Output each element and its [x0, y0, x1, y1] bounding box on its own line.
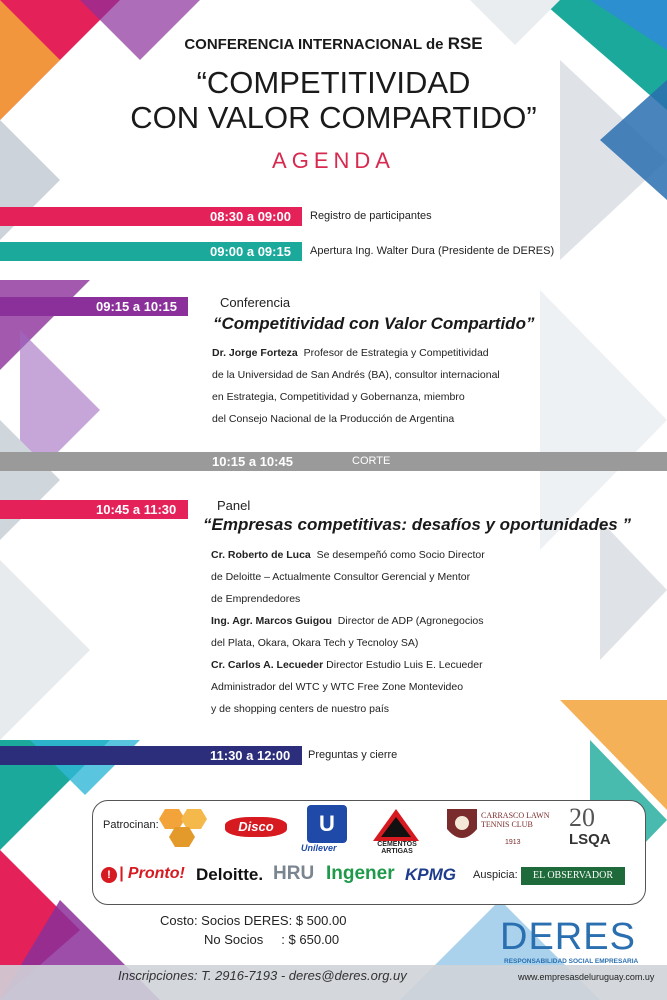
ingener-logo: Ingener: [326, 863, 395, 884]
honeycomb-logo-icon: [153, 807, 215, 849]
lsqa-logo: LSQA: [569, 831, 611, 848]
time-1: 08:30 a 09:00: [210, 209, 291, 224]
speaker-guigou-name: Ing. Agr. Marcos Guigou: [211, 615, 332, 627]
disco-logo: Disco: [225, 817, 287, 837]
conference-title: “Competitividad con Valor Compartido”: [213, 314, 535, 333]
cementos-artigas-triangle-icon: [373, 809, 419, 841]
unilever-u-icon: U: [307, 805, 347, 843]
website-link[interactable]: www.empresasdeluruguay.com.uy: [518, 972, 655, 982]
time-bar-4: [0, 452, 667, 471]
artigas-label: CEMENTOS ARTIGAS: [377, 841, 417, 855]
pronto-badge-icon: !: [101, 867, 117, 883]
deres-tagline: RESPONSABILIDAD SOCIAL EMPRESARIA: [504, 958, 639, 965]
session-type-panel: Panel: [217, 498, 251, 513]
speaker-lecueder-name: Cr. Carlos A. Lecueder: [211, 659, 324, 671]
speaker-deluca-name: Cr. Roberto de Luca: [211, 549, 311, 561]
unilever-label: Unilever: [301, 843, 337, 853]
lsqa-anniversary: 20: [569, 803, 595, 832]
label-4-corte: CORTE: [352, 455, 391, 467]
session-type-conferencia: Conferencia: [220, 295, 291, 310]
time-2: 09:00 a 09:15: [210, 244, 291, 259]
deloitte-logo: Deloitte.: [196, 865, 264, 884]
patrocinan-label: Patrocinan:: [103, 819, 159, 831]
time-4: 10:15 a 10:45: [212, 454, 293, 469]
cost-socios: Costo: Socios DERES: $ 500.00: [160, 913, 347, 928]
carrasco-label: CARRASCO LAWN TENNIS CLUB: [481, 811, 550, 829]
pronto-logo: | Pronto!: [119, 865, 185, 882]
cost-no-socios: No Socios : $ 650.00: [204, 932, 340, 947]
inscripciones-contact: Inscripciones: T. 2916-7193 - deres@deres.org.uy: [118, 968, 407, 983]
panel-speakers: Cr. Roberto de Luca Se desempeñó como Socio Director de Deloitte – Actualmente Consultor Gerencial y Mentor de Emprendedores Ing. Agr. Marcos Guigou Director de ADP (Agronegocios del Plata, Okara, Okara Tech y Tecnoloy SA) Cr. Carlos A. Lecueder Director Estudio Luis E. Lecueder Administrador del WTC y WTC Free Zone Montevideo y de shopping centers de nuestro país: [211, 549, 485, 715]
pretitle-acronym: RSE: [447, 34, 483, 53]
speaker-forteza-bio: Dr. Jorge Forteza Profesor de Estrategia y Competitividad de la Universidad de San Andrés (BA), consultor internacional en Estrategia, Competitividad y Gobernanza, miembro del Consejo Nacional de la Producción de Argentina: [212, 347, 500, 425]
el-observador-logo: EL OBSERVADOR: [521, 867, 625, 885]
panel-title: “Empresas competitivas: desafíos y oportunidades ”: [203, 515, 631, 534]
hru-logo: HRU: [273, 863, 315, 884]
speaker-forteza-name: Dr. Jorge Forteza: [212, 347, 298, 359]
auspicia-label: Auspicia:: [473, 869, 518, 881]
kpmg-logo: KPMG: [405, 865, 456, 884]
agenda-heading: AGENDA: [272, 148, 395, 173]
pretitle-text: CONFERENCIA INTERNACIONAL de: [184, 36, 444, 53]
time-5: 10:45 a 11:30: [96, 502, 177, 517]
tennis-club-shield-icon: [445, 807, 479, 847]
label-6: Preguntas y cierre: [308, 749, 398, 761]
sponsors-box: [92, 800, 646, 905]
time-6: 11:30 a 12:00: [210, 748, 291, 763]
carrasco-year: 1913: [505, 839, 521, 846]
main-title-line1: “COMPETITIVIDAD: [196, 65, 471, 100]
main-title-line2: CON VALOR COMPARTIDO”: [130, 100, 537, 135]
deres-logo: DERES: [500, 916, 636, 958]
label-2: Apertura Ing. Walter Dura (Presidente de DERES): [310, 245, 555, 257]
label-1: Registro de participantes: [310, 210, 432, 222]
time-3: 09:15 a 10:15: [96, 299, 177, 314]
conference-pretitle: [0, 34, 667, 54]
